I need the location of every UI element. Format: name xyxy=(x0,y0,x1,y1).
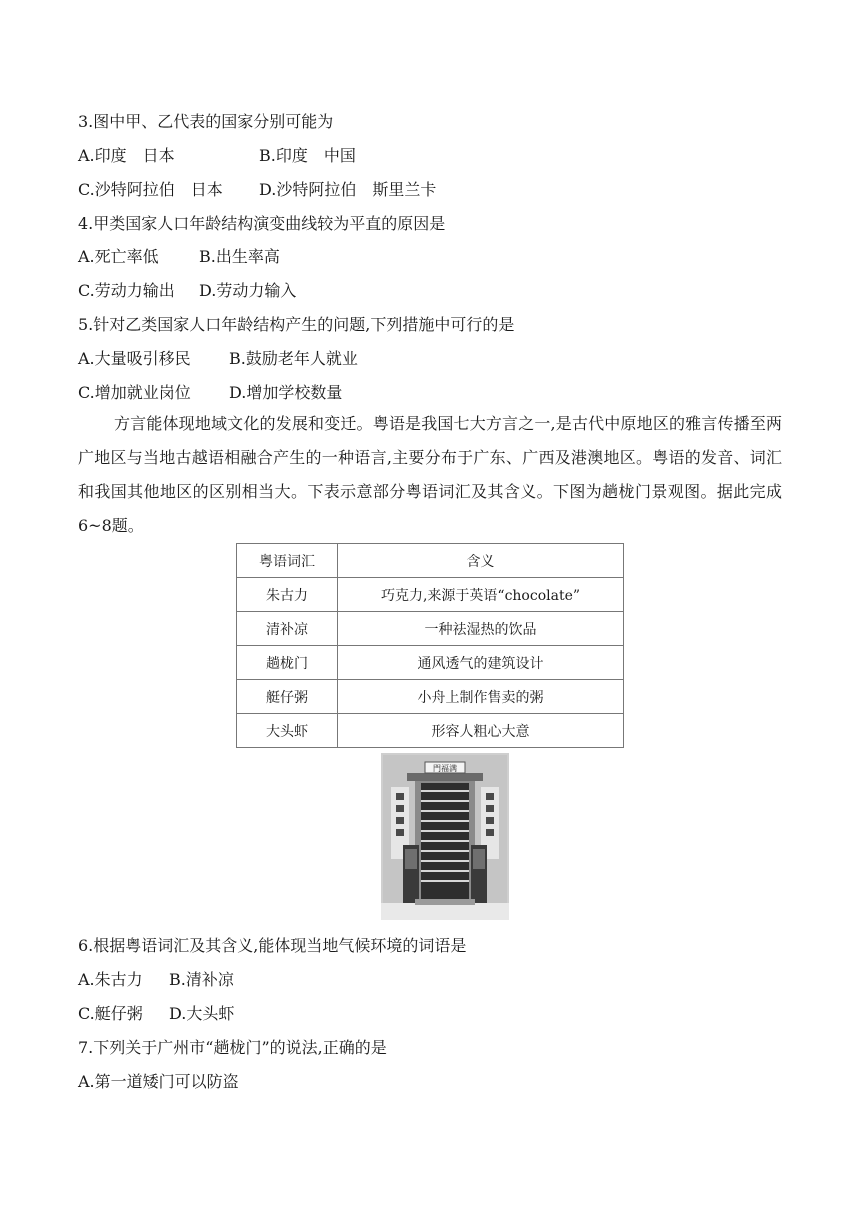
q3-option-a[interactable]: A.印度 日本 xyxy=(78,146,175,165)
table-cell-meaning: 形容人粗心大意 xyxy=(338,714,624,748)
table-cell-meaning: 一种祛湿热的饮品 xyxy=(338,612,624,646)
table-cell-meaning: 小舟上制作售卖的粥 xyxy=(338,680,624,714)
table-cell-meaning: 通风透气的建筑设计 xyxy=(338,646,624,680)
table-cell-term: 朱古力 xyxy=(237,578,338,612)
table-row xyxy=(237,714,624,748)
table-header-cell: 含义 xyxy=(338,544,624,578)
q6-option-b[interactable]: B.清补凉 xyxy=(169,970,234,989)
q4-option-a[interactable]: A.死亡率低 xyxy=(78,247,159,266)
q4-option-d[interactable]: D.劳动力输入 xyxy=(199,281,297,300)
q6-stem: 6.根据粤语词汇及其含义,能体现当地气候环境的词语是 xyxy=(78,936,467,955)
q4-stem: 4.甲类国家人口年龄结构演变曲线较为平直的原因是 xyxy=(78,214,446,233)
q5-options-row1 xyxy=(78,349,358,369)
q6-option-c[interactable]: C.艇仔粥 xyxy=(78,1004,143,1023)
q3-option-b[interactable]: B.印度 中国 xyxy=(259,146,356,165)
q6-option-d[interactable]: D.大头虾 xyxy=(169,1004,235,1023)
table-row xyxy=(237,646,624,680)
q5-option-c[interactable]: C.增加就业岗位 xyxy=(78,383,191,402)
q6-options-row1 xyxy=(78,970,234,990)
table-cell-term: 大头虾 xyxy=(237,714,338,748)
q4-option-b[interactable]: B.出生率高 xyxy=(199,247,280,266)
q4-option-c[interactable]: C.劳动力输出 xyxy=(78,281,175,300)
table-header-cell: 粤语词汇 xyxy=(237,544,338,578)
vocab-table xyxy=(236,543,624,748)
q4-options-row1 xyxy=(78,247,280,267)
table-cell-term: 趟栊门 xyxy=(237,646,338,680)
passage: 方言能体现地域文化的发展和变迁。粤语是我国七大方言之一,是古代中原地区的雅言传播至两广地区与当地古越语相融合产生的一种语言,主要分布于广东、广西及港澳地区。粤语的发音、词汇和我国其他地区的区别相当大。下表示意部分粤语词汇及其含义。下图为趟栊门景观图。据此完成6~8题。 xyxy=(78,414,782,535)
q3-option-d[interactable]: D.沙特阿拉伯 斯里兰卡 xyxy=(259,180,437,199)
table-row xyxy=(237,578,624,612)
table-header-row xyxy=(237,544,624,578)
q3-option-c[interactable]: C.沙特阿拉伯 日本 xyxy=(78,180,223,199)
q5-option-b[interactable]: B.鼓励老年人就业 xyxy=(229,349,358,368)
q7-option-a[interactable]: A.第一道矮门可以防盗 xyxy=(78,1072,239,1091)
q5-stem: 5.针对乙类国家人口年龄结构产生的问题,下列措施中可行的是 xyxy=(78,315,515,334)
table-cell-meaning: 巧克力,来源于英语“chocolate” xyxy=(338,578,624,612)
table-cell-term: 清补凉 xyxy=(237,612,338,646)
q5-option-a[interactable]: A.大量吸引移民 xyxy=(78,349,191,368)
table-row xyxy=(237,680,624,714)
q5-options-row2 xyxy=(78,383,342,403)
q7-stem: 7.下列关于广州市“趟栊门”的说法,正确的是 xyxy=(78,1038,387,1057)
q3-options-row2 xyxy=(78,180,436,200)
door-sign-text: 門福满 xyxy=(433,764,457,773)
q4-options-row2 xyxy=(78,281,296,301)
q5-option-d[interactable]: D.增加学校数量 xyxy=(229,383,343,402)
table-cell-term: 艇仔粥 xyxy=(237,680,338,714)
q6-options-row2 xyxy=(78,1004,234,1024)
tanglong-door-photo xyxy=(381,753,509,920)
q3-stem: 3.图中甲、乙代表的国家分别可能为 xyxy=(78,112,334,131)
q6-option-a[interactable]: A.朱古力 xyxy=(78,970,143,989)
table-row xyxy=(237,612,624,646)
q3-options-row1 xyxy=(78,146,356,166)
